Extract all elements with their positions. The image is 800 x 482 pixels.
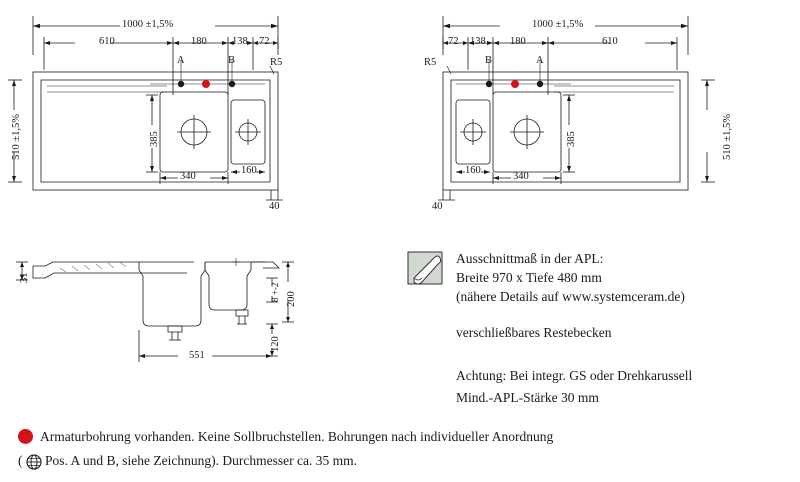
left-edge-label: 40 <box>269 201 280 212</box>
left-dim-138: 138 <box>232 36 248 47</box>
footnote-line-2: Pos. A und B, siehe Zeichnung). Durchmesser ca. 35 mm. <box>45 453 357 468</box>
right-marker-b: B <box>485 55 493 66</box>
right-bowl-depth-label: 385 <box>566 131 577 147</box>
section-depth-small-label: 8 +-2 <box>270 282 280 302</box>
legend-line-1: Ausschnittmaß in der APL: <box>456 251 604 266</box>
left-radius-label: R5 <box>270 57 283 68</box>
right-dim-138: 138 <box>470 36 486 47</box>
right-dim-610: 610 <box>602 36 618 47</box>
right-bowl-width-340: 340 <box>513 171 529 182</box>
left-dim-610: 610 <box>99 36 115 47</box>
right-radius-label: R5 <box>424 57 437 68</box>
left-bowl-width-160: 160 <box>241 165 257 176</box>
section-depth-total-label: 200 <box>286 291 297 307</box>
legend-line-2: Breite 970 x Tiefe 480 mm <box>456 270 602 285</box>
right-dim-180: 180 <box>510 36 526 47</box>
footnote-paren: ( <box>18 453 23 468</box>
right-dim-72: 72 <box>448 36 459 47</box>
right-bowl-width-160: 160 <box>465 165 481 176</box>
right-marker-a: A <box>536 55 544 66</box>
left-height-label: 510 ±1,5% <box>11 113 22 160</box>
legend-warning-line-2: Mind.-APL-Stärke 30 mm <box>456 390 599 405</box>
legend-line-3: (nähere Details auf www.systemceram.de) <box>456 289 685 304</box>
legend-restebecken: verschließbares Restebecken <box>456 325 612 340</box>
section-width-label: 551 <box>189 350 205 361</box>
section-depth-bottom-label: 120 <box>270 336 281 352</box>
section-left-height-label: 31 <box>19 272 30 283</box>
left-marker-a: A <box>177 55 185 66</box>
red-circle-icon <box>18 429 33 444</box>
right-edge-label: 40 <box>432 201 443 212</box>
left-overall-width-label: 1000 ±1,5% <box>122 19 174 30</box>
left-dim-180: 180 <box>191 36 207 47</box>
legend-warning-line-1: Achtung: Bei integr. GS oder Drehkarussell <box>456 368 693 383</box>
left-bowl-depth-label: 385 <box>149 131 160 147</box>
right-overall-width-label: 1000 ±1,5% <box>532 19 584 30</box>
left-marker-b: B <box>228 55 236 66</box>
right-height-label: 510 ±1,5% <box>722 113 733 160</box>
footnote-line-1: Armaturbohrung vorhanden. Keine Sollbruchstellen. Bohrungen nach individueller Anordnung <box>40 429 554 444</box>
left-bowl-width-340: 340 <box>180 171 196 182</box>
left-dim-72: 72 <box>259 36 270 47</box>
